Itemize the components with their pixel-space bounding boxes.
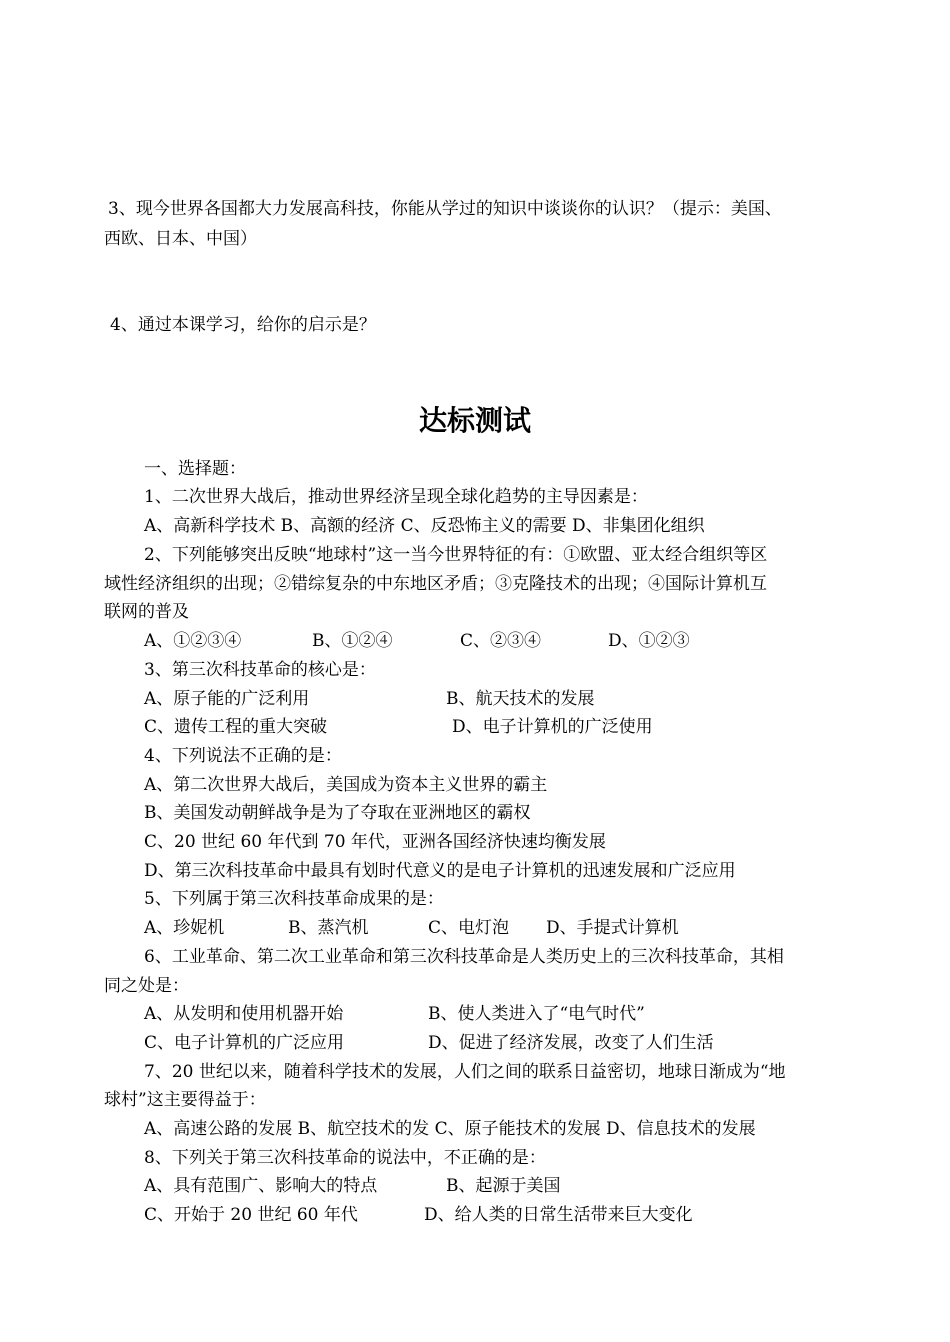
test-q5-option-b: B、蒸汽机 <box>288 918 369 938</box>
test-q2-option-c: C、②③④ <box>460 631 542 651</box>
test-q6-option-c: C、电子计算机的广泛应用 <box>144 1033 345 1053</box>
test-q4-option-a: A、第二次世界大战后，美国成为资本主义世界的霸主 <box>144 775 548 795</box>
test-q4-option-d: D、第三次科技革命中最具有划时代意义的是电子计算机的迅速发展和广泛应用 <box>144 861 736 881</box>
test-q6-option-d: D、促进了经济发展，改变了人们生活 <box>428 1033 714 1053</box>
test-q7-line-1: 7、20 世纪以来，随着科学技术的发展，人们之间的联系日益密切，地球日渐成为“地 <box>144 1062 786 1082</box>
test-q3-option-a: A、原子能的广泛利用 <box>144 689 310 709</box>
question-4: 4、通过本课学习，给你的启示是？ <box>110 315 376 335</box>
test-title: 达标测试 <box>418 404 531 437</box>
question-3-line-1: 3、现今世界各国都大力发展高科技，你能从学过的知识中谈谈你的认识？（提示：美国、 <box>108 199 782 219</box>
test-q3-option-c: C、遗传工程的重大突破 <box>144 717 328 737</box>
test-q5-option-c: C、电灯泡 <box>428 918 510 938</box>
test-q2-line-3: 联网的普及 <box>104 602 189 622</box>
test-q4-option-b: B、美国发动朝鲜战争是为了夺取在亚洲地区的霸权 <box>144 803 531 823</box>
test-q1-options: A、高新科学技术 B、高额的经济 C、反恐怖主义的需要 D、非集团化组织 <box>144 516 705 536</box>
test-q3: 3、第三次科技革命的核心是： <box>144 660 376 680</box>
test-q2-option-b: B、①②④ <box>312 631 393 651</box>
test-q2-option-d: D、①②③ <box>608 631 690 651</box>
test-q7-options: A、高速公路的发展 B、航空技术的发 C、原子能技术的发展 D、信息技术的发展 <box>144 1119 756 1139</box>
test-q2-line-2: 域性经济组织的出现；②错综复杂的中东地区矛盾；③克隆技术的出现；④国际计算机互 <box>104 574 767 594</box>
test-q6-line-1: 6、工业革命、第二次工业革命和第三次科技革命是人类历史上的三次科技革命，其相 <box>144 947 784 967</box>
test-q8-option-c: C、开始于 20 世纪 60 年代 <box>144 1205 358 1225</box>
test-q8: 8、下列关于第三次科技革命的说法中，不正确的是： <box>144 1148 546 1168</box>
test-q1: 1、二次世界大战后，推动世界经济呈现全球化趋势的主导因素是： <box>144 487 648 507</box>
test-q4: 4、下列说法不正确的是： <box>144 746 342 766</box>
test-q2-option-a: A、①②③④ <box>144 631 242 651</box>
test-q3-option-d: D、电子计算机的广泛使用 <box>452 717 653 737</box>
test-q6-option-b: B、使人类进入了“电气时代” <box>428 1004 645 1024</box>
test-q8-option-a: A、具有范围广、影响大的特点 <box>144 1176 378 1196</box>
test-q6-line-2: 同之处是： <box>104 976 189 996</box>
test-q6-option-a: A、从发明和使用机器开始 <box>144 1004 344 1024</box>
test-q8-option-d: D、给人类的日常生活带来巨大变化 <box>424 1205 693 1225</box>
test-q7-line-2: 球村”这主要得益于： <box>104 1090 266 1110</box>
test-q5-option-a: A、珍妮机 <box>144 918 225 938</box>
section-heading: 一、选择题： <box>144 459 246 479</box>
test-q3-option-b: B、航天技术的发展 <box>446 689 595 709</box>
test-q8-option-b: B、起源于美国 <box>446 1176 561 1196</box>
test-q5: 5、下列属于第三次科技革命成果的是： <box>144 889 444 909</box>
test-q2-line-1: 2、下列能够突出反映“地球村”这一当今世界特征的有：①欧盟、亚太经合组织等区 <box>144 545 768 565</box>
test-q5-option-d: D、手提式计算机 <box>546 918 679 938</box>
question-3-line-2: 西欧、日本、中国） <box>104 229 257 249</box>
test-q4-option-c: C、20 世纪 60 年代到 70 年代，亚洲各国经济快速均衡发展 <box>144 832 606 852</box>
